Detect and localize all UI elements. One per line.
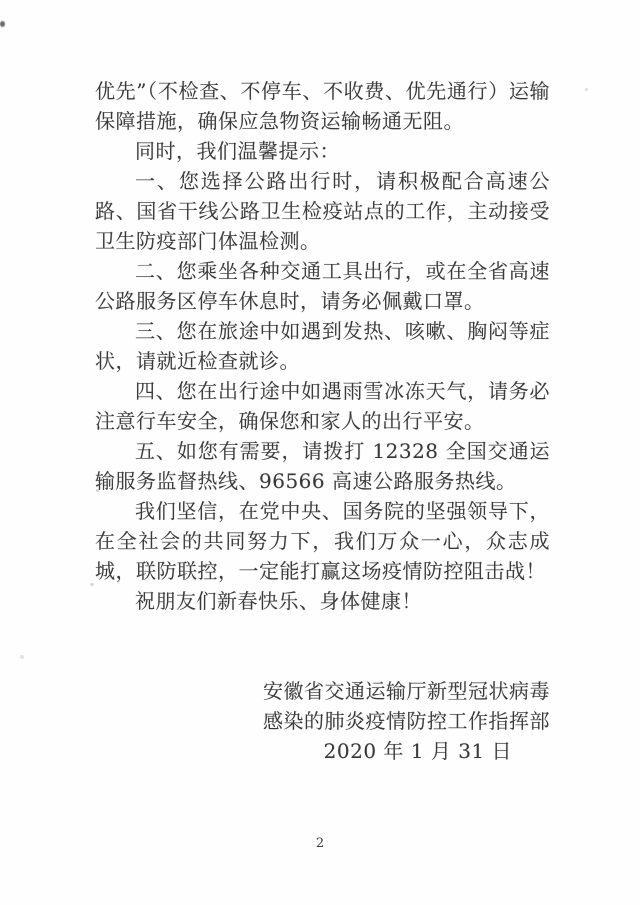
signature-org-line-2: 感染的肺炎疫情防控工作指挥部 bbox=[263, 709, 550, 733]
paragraph-item-3: 三、您在旅途中如遇到发热、咳嗽、胸闷等症状，请就近检查就诊。 bbox=[95, 319, 550, 373]
paragraph-item-4: 四、您在出行途中如遇雨雪冰冻天气，请务必注意行车安全，确保您和家人的出行平安。 bbox=[95, 379, 550, 433]
paragraph-wishes: 祝朋友们新春快乐、身体健康！ bbox=[135, 589, 422, 613]
scan-speck bbox=[585, 88, 588, 91]
paragraph-conclusion: 我们坚信，在党中央、国务院的坚强领导下，在全社会的共同努力下，我们万众一心，众志成城，联防联控，一定能打赢这场疫情防控阻击战！ bbox=[95, 499, 550, 583]
page-number: 2 bbox=[315, 836, 325, 851]
scan-speck bbox=[90, 583, 94, 586]
paragraph-item-2: 二、您乘坐各种交通工具出行，或在全省高速公路服务区停车休息时，请务必佩戴口罩。 bbox=[95, 259, 550, 313]
signature-org-line-1: 安徽省交通运输厅新型冠状病毒 bbox=[263, 679, 550, 703]
document-body bbox=[95, 76, 550, 766]
scan-speck bbox=[0, 21, 5, 27]
scan-speck bbox=[20, 655, 24, 659]
paragraph-item-1: 一、您选择公路出行时，请积极配合高速公路、国省干线公路卫生检疫站点的工作，主动接受卫生防疫部门体温检测。 bbox=[95, 169, 550, 253]
signature-date: 2020 年 1 月 31 日 bbox=[323, 739, 512, 763]
paragraph-continuation: 优先”（不检查、不停车、不收费、优先通行）运输保障措施，确保应急物资运输畅通无阻。 bbox=[95, 79, 550, 133]
paragraph-reminder-intro: 同时，我们温馨提示： bbox=[135, 139, 340, 163]
signature-block bbox=[95, 676, 550, 766]
paragraph-item-5: 五、如您有需要，请拨打 12328 全国交通运输服务监督热线、96566 高速公路服务热线。 bbox=[95, 439, 550, 493]
